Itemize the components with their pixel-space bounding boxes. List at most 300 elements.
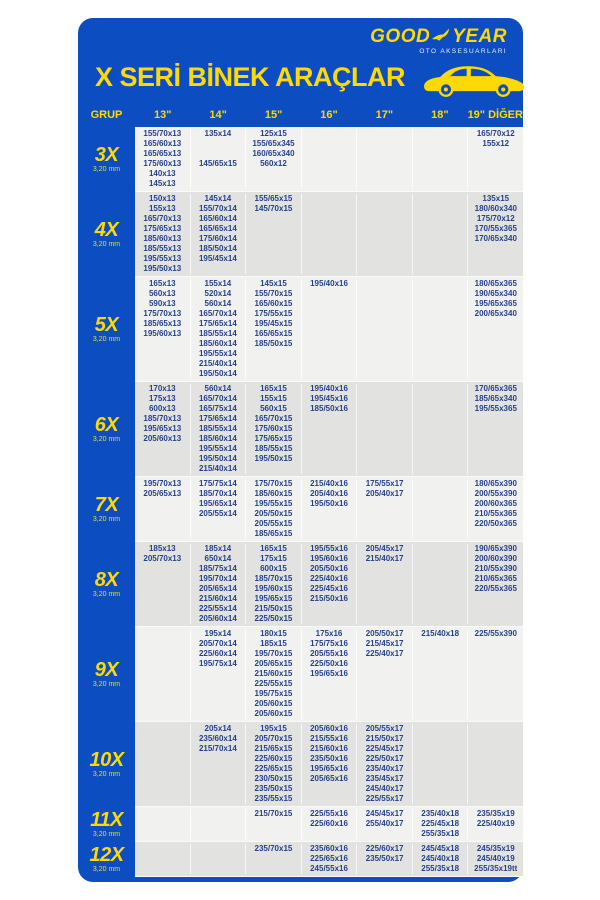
size-value: 205/70x15 bbox=[254, 734, 293, 743]
size-value: 175/65x14 bbox=[198, 414, 237, 423]
size-value: 215/40x14 bbox=[198, 464, 237, 473]
size-value bbox=[302, 529, 357, 539]
size-value bbox=[302, 254, 357, 264]
size-column-13 bbox=[135, 844, 190, 874]
size-value bbox=[468, 829, 523, 839]
size-value: 195/75x14 bbox=[198, 659, 237, 668]
size-value bbox=[302, 224, 357, 234]
size-value: 195/65x15 bbox=[254, 594, 293, 603]
size-value bbox=[357, 404, 412, 414]
size-value bbox=[135, 454, 190, 464]
size-value: 205/55x15 bbox=[254, 519, 293, 528]
group-name: 4X bbox=[94, 218, 119, 241]
group-thickness: 3,20 mm bbox=[92, 435, 121, 443]
size-value bbox=[357, 139, 412, 149]
size-value bbox=[468, 264, 523, 274]
column-header-row bbox=[78, 104, 523, 126]
size-value bbox=[413, 649, 468, 659]
size-value: 200/60x390 bbox=[474, 554, 517, 563]
size-column-14 bbox=[190, 194, 246, 274]
column-header-grup: GRUP bbox=[90, 109, 123, 121]
size-value bbox=[413, 784, 468, 794]
size-value bbox=[302, 289, 357, 299]
size-value bbox=[135, 574, 190, 584]
size-value bbox=[191, 689, 246, 699]
size-value bbox=[302, 309, 357, 319]
size-value bbox=[413, 509, 468, 519]
size-value bbox=[135, 509, 190, 519]
size-column-18 bbox=[412, 844, 468, 874]
size-column-17 bbox=[356, 279, 412, 379]
size-value: 175/60x15 bbox=[254, 424, 293, 433]
size-value: 175/55x17 bbox=[365, 479, 404, 488]
size-value: 215/50x17 bbox=[365, 734, 404, 743]
size-column-14 bbox=[190, 384, 246, 474]
size-value: 185/70x13 bbox=[143, 414, 182, 423]
size-value bbox=[302, 359, 357, 369]
size-value: 225/65x15 bbox=[254, 764, 293, 773]
size-value bbox=[468, 754, 523, 764]
size-value bbox=[413, 519, 468, 529]
size-value: 235/60x16 bbox=[310, 844, 348, 853]
size-value: 170/55x365 bbox=[474, 224, 517, 233]
size-value: 225/45x17 bbox=[365, 744, 404, 753]
size-value bbox=[413, 444, 468, 454]
size-value bbox=[357, 614, 412, 624]
size-value bbox=[468, 784, 523, 794]
size-value bbox=[413, 244, 468, 254]
column-header-17in: 17" bbox=[375, 109, 394, 121]
size-value: 225/45x18 bbox=[421, 819, 460, 828]
size-value: 215/55x16 bbox=[310, 734, 348, 743]
size-value bbox=[357, 309, 412, 319]
size-value bbox=[135, 594, 190, 604]
size-value bbox=[302, 329, 357, 339]
size-value: 195/65x16 bbox=[310, 669, 348, 678]
page-title: X SERİ BİNEK ARAÇLAR bbox=[95, 62, 406, 92]
size-value: 185/50x16 bbox=[310, 404, 348, 413]
group-band-9x bbox=[78, 627, 523, 722]
size-value bbox=[191, 699, 246, 709]
size-value: 590x13 bbox=[148, 299, 176, 308]
size-value bbox=[302, 454, 357, 464]
size-column-17 bbox=[356, 544, 412, 624]
size-value bbox=[468, 709, 523, 719]
size-value: 195x14 bbox=[204, 629, 232, 638]
size-value bbox=[468, 649, 523, 659]
size-value bbox=[135, 639, 190, 649]
size-value: 235/55x15 bbox=[254, 794, 293, 803]
size-value: 225/65x16 bbox=[310, 854, 348, 863]
size-value: 165x13 bbox=[148, 279, 176, 288]
size-value bbox=[357, 679, 412, 689]
size-value: 560x13 bbox=[148, 289, 176, 298]
size-value: 205/50x15 bbox=[254, 509, 293, 518]
size-value: 155x13 bbox=[148, 204, 176, 213]
size-value bbox=[357, 179, 412, 189]
goodyear-logo bbox=[370, 27, 507, 55]
size-value: 205/50x17 bbox=[365, 629, 404, 638]
size-value: 195/50x13 bbox=[143, 264, 182, 273]
size-value bbox=[191, 829, 246, 839]
group-name: 10X bbox=[89, 748, 124, 771]
size-value: 200/60x365 bbox=[474, 499, 517, 508]
size-value bbox=[135, 614, 190, 624]
size-value bbox=[302, 299, 357, 309]
size-value: 155/70x15 bbox=[254, 289, 293, 298]
logo-year-text: YEAR bbox=[452, 26, 507, 47]
size-value bbox=[302, 614, 357, 624]
size-value: 235/60x14 bbox=[198, 734, 237, 743]
size-value bbox=[357, 254, 412, 264]
size-value: 220/55x365 bbox=[474, 584, 517, 593]
size-value: 165/70x13 bbox=[143, 214, 182, 223]
size-value bbox=[413, 319, 468, 329]
size-value: 195/70x14 bbox=[198, 574, 237, 583]
size-value: 255/40x17 bbox=[365, 819, 404, 828]
size-column-17 bbox=[356, 194, 412, 274]
size-value: 210/55x390 bbox=[474, 564, 517, 573]
size-value: 195/55x14 bbox=[198, 444, 237, 453]
size-value: 205/60x13 bbox=[143, 434, 182, 443]
group-band-10x bbox=[78, 722, 523, 807]
size-value: 135x15 bbox=[482, 194, 510, 203]
size-value bbox=[413, 604, 468, 614]
group-name: 8X bbox=[94, 568, 119, 591]
size-column-13 bbox=[135, 724, 190, 804]
size-value: 225/60x15 bbox=[254, 754, 293, 763]
size-value: 195/45x14 bbox=[198, 254, 237, 263]
size-value bbox=[357, 279, 412, 289]
size-value bbox=[191, 669, 246, 679]
size-value bbox=[357, 529, 412, 539]
size-value: 175/65x14 bbox=[198, 319, 237, 328]
size-value: 175/75x16 bbox=[310, 639, 348, 648]
size-value: 195x15 bbox=[260, 724, 287, 733]
size-value: 175/55x15 bbox=[254, 309, 293, 318]
size-value: 155/65x345 bbox=[252, 139, 295, 148]
size-value: 205/60x14 bbox=[198, 614, 237, 623]
car-icon bbox=[421, 56, 529, 98]
size-value bbox=[135, 564, 190, 574]
size-column-14 bbox=[190, 724, 246, 804]
size-value bbox=[413, 264, 468, 274]
size-column-16 bbox=[301, 384, 357, 474]
group-band-7x bbox=[78, 477, 523, 542]
size-value: 215/40x16 bbox=[310, 479, 348, 488]
size-value: 600x15 bbox=[260, 564, 287, 573]
group-thickness: 3,20 mm bbox=[92, 335, 121, 343]
size-value: 165/70x15 bbox=[254, 414, 293, 423]
size-column-18 bbox=[412, 194, 468, 274]
size-value: 215/40x18 bbox=[421, 629, 460, 638]
group-sizes bbox=[135, 842, 523, 877]
size-column-15 bbox=[245, 194, 301, 274]
size-value: 185/55x14 bbox=[198, 424, 237, 433]
size-column-15 bbox=[245, 479, 301, 539]
size-value: 225/60x16 bbox=[310, 819, 348, 828]
size-value bbox=[246, 224, 301, 234]
size-column-15 bbox=[245, 129, 301, 189]
size-value: 190/65x340 bbox=[474, 289, 517, 298]
size-value bbox=[357, 444, 412, 454]
size-value: 560x12 bbox=[260, 159, 287, 168]
group-label-9x bbox=[78, 627, 135, 722]
size-value bbox=[357, 339, 412, 349]
size-value: 145x15 bbox=[260, 279, 287, 288]
group-label-7x bbox=[78, 477, 135, 542]
size-value: 185x14 bbox=[204, 544, 232, 553]
size-value bbox=[468, 369, 523, 379]
size-value: 205/40x17 bbox=[365, 489, 404, 498]
size-column-19 bbox=[467, 194, 523, 274]
size-value bbox=[468, 464, 523, 474]
size-value bbox=[135, 629, 190, 639]
size-value: 180x15 bbox=[260, 629, 287, 638]
size-value: 155/70x13 bbox=[143, 129, 182, 138]
size-value: 205x14 bbox=[204, 724, 232, 733]
size-value bbox=[357, 299, 412, 309]
size-value bbox=[357, 129, 412, 139]
group-thickness: 3,20 mm bbox=[92, 770, 121, 778]
group-name: 12X bbox=[89, 843, 124, 866]
size-value bbox=[302, 464, 357, 474]
size-value bbox=[357, 359, 412, 369]
size-value: 165/60x14 bbox=[198, 214, 237, 223]
size-value bbox=[302, 264, 357, 274]
size-value bbox=[413, 679, 468, 689]
size-value: 195/60x15 bbox=[254, 584, 293, 593]
size-value bbox=[413, 669, 468, 679]
size-value bbox=[357, 349, 412, 359]
size-value: 600x13 bbox=[148, 404, 176, 413]
column-header-14in: 14" bbox=[209, 109, 227, 121]
size-value bbox=[357, 214, 412, 224]
group-sizes bbox=[135, 807, 523, 842]
size-value bbox=[413, 774, 468, 784]
group-sizes bbox=[135, 277, 523, 382]
size-value: 155x12 bbox=[482, 139, 510, 148]
size-column-19 bbox=[467, 279, 523, 379]
size-column-15 bbox=[245, 279, 301, 379]
size-value bbox=[357, 864, 412, 874]
size-value: 205/40x16 bbox=[310, 489, 348, 498]
size-value: 175x13 bbox=[148, 394, 176, 403]
size-column-17 bbox=[356, 629, 412, 719]
size-value bbox=[302, 349, 357, 359]
size-value: 180/60x340 bbox=[474, 204, 517, 213]
size-column-18 bbox=[412, 724, 468, 804]
size-value: 175x16 bbox=[315, 629, 343, 638]
size-value: 195/50x15 bbox=[254, 454, 293, 463]
size-value bbox=[302, 709, 357, 719]
size-column-17 bbox=[356, 479, 412, 539]
size-value: 165/60x13 bbox=[143, 139, 182, 148]
size-value bbox=[357, 169, 412, 179]
size-column-13 bbox=[135, 194, 190, 274]
size-value: 150x13 bbox=[148, 194, 176, 203]
size-value: 195/40x16 bbox=[310, 384, 348, 393]
size-value bbox=[135, 854, 190, 864]
group-thickness: 3,20 mm bbox=[92, 865, 121, 873]
group-label-10x bbox=[78, 722, 135, 807]
logo-good-text: GOOD bbox=[370, 26, 431, 47]
size-value bbox=[191, 139, 246, 149]
size-value: 200/55x390 bbox=[474, 489, 517, 498]
size-value bbox=[468, 159, 523, 169]
size-value bbox=[468, 614, 523, 624]
size-value bbox=[357, 464, 412, 474]
size-value bbox=[135, 529, 190, 539]
size-value bbox=[357, 264, 412, 274]
group-thickness: 3,20 mm bbox=[92, 680, 121, 688]
size-value: 185/55x14 bbox=[198, 329, 237, 338]
size-value bbox=[135, 679, 190, 689]
group-name: 11X bbox=[90, 808, 123, 831]
size-value: 235/40x18 bbox=[421, 809, 460, 818]
size-value bbox=[413, 794, 468, 804]
size-value: 215/60x15 bbox=[254, 669, 293, 678]
size-column-16 bbox=[301, 279, 357, 379]
size-value bbox=[191, 864, 246, 874]
size-value bbox=[413, 614, 468, 624]
group-band-6x bbox=[78, 382, 523, 477]
size-value bbox=[468, 669, 523, 679]
size-value bbox=[302, 169, 357, 179]
size-value bbox=[135, 649, 190, 659]
size-column-15 bbox=[245, 629, 301, 719]
size-value bbox=[357, 659, 412, 669]
size-value: 215/70x14 bbox=[198, 744, 237, 753]
size-column-15 bbox=[245, 544, 301, 624]
size-value: 235/50x16 bbox=[310, 754, 348, 763]
size-value: 185/60x14 bbox=[198, 339, 237, 348]
size-value: 210/65x365 bbox=[474, 574, 517, 583]
size-value bbox=[191, 764, 246, 774]
size-value bbox=[302, 129, 357, 139]
size-value bbox=[302, 214, 357, 224]
size-value bbox=[413, 214, 468, 224]
size-value: 185/70x14 bbox=[198, 489, 237, 498]
group-label-3x bbox=[78, 127, 135, 192]
group-band-3x bbox=[78, 127, 523, 192]
size-value bbox=[468, 319, 523, 329]
size-value bbox=[468, 734, 523, 744]
size-value: 225/40x19 bbox=[476, 819, 515, 828]
group-name: 6X bbox=[94, 413, 119, 436]
size-value bbox=[302, 434, 357, 444]
size-value: 215/70x15 bbox=[254, 809, 293, 818]
size-value bbox=[413, 744, 468, 754]
size-value: 205/55x17 bbox=[365, 724, 404, 733]
size-value bbox=[413, 454, 468, 464]
size-value bbox=[357, 224, 412, 234]
size-value: 195/55x365 bbox=[474, 404, 517, 413]
size-value bbox=[468, 444, 523, 454]
size-value: 175/65x13 bbox=[143, 224, 182, 233]
size-value bbox=[135, 584, 190, 594]
size-value: 195/55x13 bbox=[143, 254, 182, 263]
group-name: 7X bbox=[94, 493, 119, 516]
size-value bbox=[413, 204, 468, 214]
size-value bbox=[413, 499, 468, 509]
size-column-19 bbox=[467, 544, 523, 624]
size-column-16 bbox=[301, 479, 357, 539]
size-value: 175/60x13 bbox=[143, 159, 182, 168]
size-value: 165/60x15 bbox=[254, 299, 293, 308]
group-label-12x bbox=[78, 842, 135, 877]
size-column-15 bbox=[245, 809, 301, 839]
size-value bbox=[135, 339, 190, 349]
size-value bbox=[413, 489, 468, 499]
size-value: 215/60x16 bbox=[310, 744, 348, 753]
size-value bbox=[302, 689, 357, 699]
group-band-5x bbox=[78, 277, 523, 382]
size-value bbox=[468, 689, 523, 699]
size-value bbox=[468, 339, 523, 349]
group-band-11x bbox=[78, 807, 523, 842]
size-value bbox=[191, 819, 246, 829]
size-value: 195/75x15 bbox=[254, 689, 293, 698]
size-value: 185/65x15 bbox=[254, 529, 293, 538]
size-value bbox=[135, 604, 190, 614]
size-value: 195/70x13 bbox=[143, 479, 182, 488]
group-band-4x bbox=[78, 192, 523, 277]
size-value bbox=[413, 479, 468, 489]
size-column-17 bbox=[356, 724, 412, 804]
size-value: 225/55x17 bbox=[365, 794, 404, 803]
size-value: 195/55x16 bbox=[310, 544, 348, 553]
size-value bbox=[246, 179, 301, 189]
size-value bbox=[413, 754, 468, 764]
size-value: 175x15 bbox=[260, 554, 287, 563]
size-value bbox=[357, 499, 412, 509]
size-value bbox=[468, 529, 523, 539]
size-column-19 bbox=[467, 724, 523, 804]
group-sizes bbox=[135, 542, 523, 627]
size-value bbox=[191, 169, 246, 179]
size-value: 205/70x13 bbox=[143, 554, 182, 563]
group-label-6x bbox=[78, 382, 135, 477]
size-column-19 bbox=[467, 479, 523, 539]
size-value bbox=[357, 434, 412, 444]
size-value: 195/60x13 bbox=[143, 329, 182, 338]
size-value: 135x14 bbox=[204, 129, 232, 138]
size-value bbox=[357, 194, 412, 204]
size-value bbox=[246, 234, 301, 244]
size-value bbox=[468, 774, 523, 784]
size-value: 235/40x17 bbox=[365, 764, 404, 773]
size-column-16 bbox=[301, 544, 357, 624]
size-value: 145/70x15 bbox=[254, 204, 293, 213]
size-value bbox=[357, 669, 412, 679]
size-value bbox=[413, 689, 468, 699]
size-value bbox=[135, 819, 190, 829]
size-value bbox=[135, 764, 190, 774]
size-value bbox=[302, 319, 357, 329]
size-value: 170/65x365 bbox=[474, 384, 517, 393]
size-value: 205/60x15 bbox=[254, 709, 293, 718]
size-value bbox=[135, 359, 190, 369]
size-value bbox=[135, 774, 190, 784]
size-value bbox=[302, 369, 357, 379]
size-value bbox=[413, 179, 468, 189]
size-value bbox=[413, 414, 468, 424]
size-value: 225/55x15 bbox=[254, 679, 293, 688]
size-column-13 bbox=[135, 129, 190, 189]
size-value: 235/45x17 bbox=[365, 774, 404, 783]
size-column-13 bbox=[135, 384, 190, 474]
